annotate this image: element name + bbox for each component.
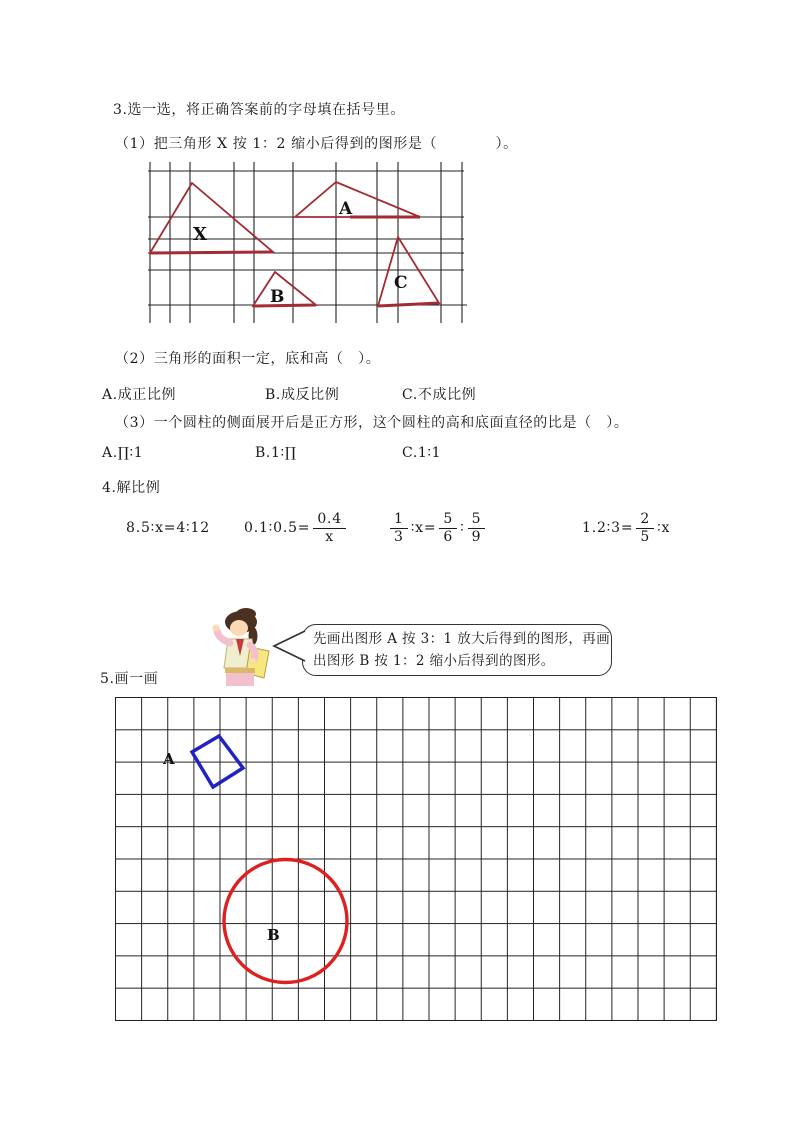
left-hand [213,625,220,632]
triangle-c-label: C [394,273,408,293]
face [230,620,248,636]
fraction-denominator: 5 [640,528,651,545]
tail-shape [274,631,305,661]
proportion-3-fraction-1 [390,511,408,546]
triangle-b-base [253,305,316,306]
drawing-grid [115,697,717,1021]
fraction-numerator: 2 [636,511,654,529]
question-5-title: 5.画一画 [100,671,159,687]
item3-option-c: C.1∶1 [402,445,442,461]
triangle-x-label: X [193,224,207,245]
proportion-2 [244,507,349,549]
fraction-numerator: 0.4 [313,511,346,529]
fraction-numerator: 1 [390,511,408,529]
circle-b [224,860,347,983]
proportion-3 [387,507,488,549]
proportion-1 [126,507,210,549]
question-3-title: 3.选一选，将正确答案前的字母填在括号里。 [113,102,405,118]
proportion-4-suffix: ∶x [657,520,671,536]
proportion-2-prefix: 0.1∶0.5= [244,520,311,536]
triangle-b-label: B [270,287,285,307]
proportion-4-fraction [636,511,654,546]
proportion-3-separator-2: ∶ [460,520,465,536]
triangle-b [253,272,316,306]
triangle-c [378,237,439,306]
speech-bubble-line1: 先画出图形 A 按 3：1 放大后得到的图形，再画 [313,631,611,647]
proportion-3-fraction-2 [439,511,457,546]
proportion-4-prefix: 1.2∶3= [582,520,634,536]
speech-bubble [302,624,612,676]
item2-option-c: C.不成比例 [402,387,477,403]
triangle-grid-figure [140,155,480,330]
triangle-x-base [150,252,273,253]
fraction-denominator: 9 [471,528,482,545]
fraction-numerator: 5 [439,511,457,529]
question-3-item2: （2）三角形的面积一定，底和高（ ）。 [115,351,381,367]
proportion-2-fraction [313,511,346,546]
proportion-3-fraction-3 [468,511,486,546]
fraction-numerator: 5 [468,511,486,529]
item2-option-a: A.成正比例 [102,387,177,403]
item3-option-a: A.∏∶1 [102,445,144,461]
proportion-3-separator-1: ∶x= [410,520,437,536]
triangle-a-label: A [339,199,353,219]
square-a-label: A [163,750,175,768]
proportion-1-text: 8.5∶x=4∶12 [126,520,210,536]
question-4-title: 4.解比例 [102,480,161,496]
fraction-denominator: x [325,528,334,545]
square-a [192,736,243,787]
triangle-a [295,182,420,217]
fraction-denominator: 6 [443,528,454,545]
cartoon-girl-illustration [206,606,274,694]
right-hand [250,658,256,664]
item2-option-b: B.成反比例 [265,387,340,403]
drawing-grid-shapes [115,697,716,1020]
speech-bubble-tail [270,629,306,665]
left-arm [217,631,230,643]
question-3-item1: （1）把三角形 X 按 1：2 缩小后得到的图形是（ ）。 [115,136,518,152]
item3-option-b: B.1∶∏ [255,445,297,461]
circle-b-label: B [267,926,280,944]
fraction-denominator: 3 [394,528,404,545]
question-3-item3: （3）一个圆柱的侧面展开后是正方形，这个圆柱的高和底面直径的比是（ ）。 [115,415,629,431]
belt [225,668,255,673]
speech-bubble-line2: 出图形 B 按 1：2 缩小后得到的图形。 [313,653,555,669]
proportion-4 [582,507,670,549]
skirt [226,673,254,686]
